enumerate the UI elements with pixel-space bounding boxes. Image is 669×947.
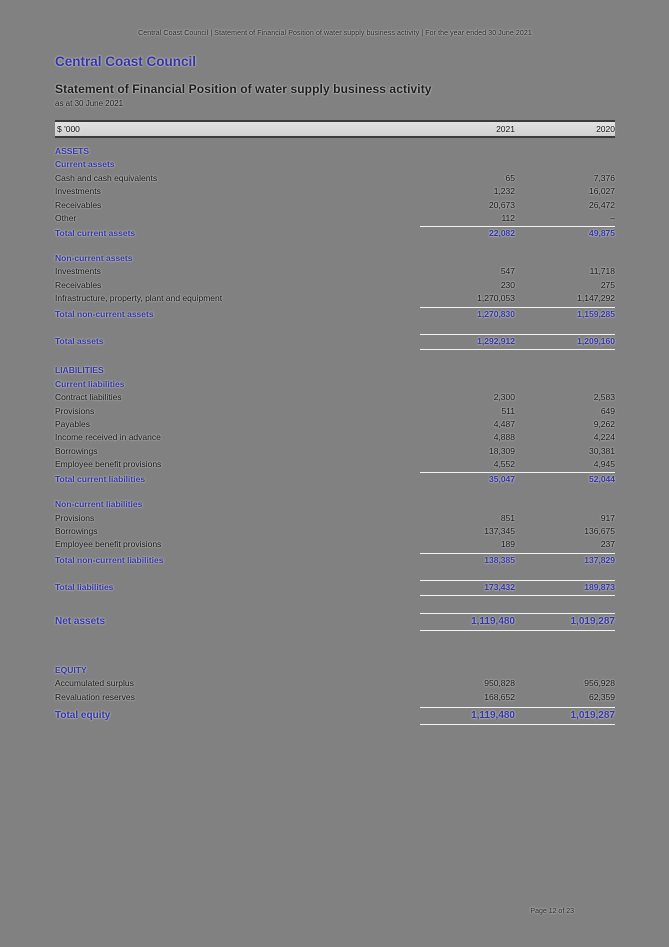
row-label: Infrastructure, property, plant and equipment	[55, 293, 223, 304]
table-row	[55, 704, 615, 728]
value-2020: 1,209,160	[515, 334, 615, 350]
table-row	[55, 458, 615, 471]
table-row	[55, 279, 615, 292]
value-2020: 52,044	[515, 472, 615, 485]
table-row	[55, 252, 615, 265]
value-2021: 168,652	[484, 691, 515, 702]
row-label: Income received in advance	[55, 432, 161, 443]
value-2020: 4,945	[593, 459, 615, 470]
value-2020: 649	[600, 405, 615, 416]
value-2020: 30,381	[589, 445, 615, 456]
value-2021: 547	[500, 266, 515, 277]
row-label: Provisions	[55, 405, 95, 416]
value-2020: 1,019,287	[515, 707, 615, 725]
value-2020: 7,376	[593, 172, 615, 183]
value-2020: 917	[600, 512, 615, 523]
table-row	[55, 498, 615, 511]
row-label: Total liabilities	[55, 582, 114, 593]
value-2021: 22,082	[420, 226, 515, 239]
table-row	[55, 663, 615, 677]
value-2020: 956,928	[584, 678, 615, 689]
value-2021: 4,888	[493, 432, 515, 443]
table-row	[55, 265, 615, 278]
row-label: Total non-current assets	[55, 308, 154, 319]
row-label: Contract liabilities	[55, 392, 122, 403]
column-header-2021: 2021	[496, 124, 515, 134]
value-2020: 237	[600, 539, 615, 550]
table-row	[55, 332, 615, 352]
value-2021: 35,047	[420, 472, 515, 485]
document-header-line: Central Coast Council | Statement of Financial Position of water supply business activity | For the year ended 30 June 2021	[138, 30, 532, 37]
row-label: LIABILITIES	[55, 365, 104, 376]
value-2021: 1,119,480	[420, 613, 515, 631]
table-column-header	[55, 120, 615, 138]
row-label: Revaluation reserves	[55, 691, 135, 702]
table-row	[55, 511, 615, 524]
table-row	[55, 404, 615, 417]
value-2021: 1,232	[493, 186, 515, 197]
table-row	[55, 418, 615, 431]
table-row	[55, 185, 615, 198]
value-2020: 1,147,292	[577, 293, 615, 304]
row-label: Total assets	[55, 336, 104, 347]
row-label: Payables	[55, 418, 90, 429]
value-2020: 137,829	[515, 553, 615, 566]
row-spacer	[55, 634, 615, 663]
value-2020: –	[610, 212, 615, 223]
value-2020: 49,875	[515, 226, 615, 239]
row-label: Total current liabilities	[55, 474, 146, 485]
row-label: Other	[55, 212, 77, 223]
value-2021: 851	[500, 512, 515, 523]
row-label: Receivables	[55, 279, 102, 290]
value-2021: 230	[500, 279, 515, 290]
row-label: Non-current assets	[55, 253, 133, 263]
table-row	[55, 378, 615, 391]
statement-title: Statement of Financial Position of water supply business activity	[55, 82, 432, 96]
value-2021: 137,345	[484, 525, 515, 536]
row-label: Borrowings	[55, 525, 98, 536]
value-2021: 1,270,830	[420, 307, 515, 320]
row-label: Total non-current liabilities	[55, 554, 164, 565]
value-2020: 4,224	[593, 432, 615, 443]
column-header-2020: 2020	[596, 124, 615, 134]
row-spacer	[55, 567, 615, 578]
value-2021: 4,487	[493, 418, 515, 429]
unit-header: $ '000	[57, 124, 80, 134]
table-row	[55, 225, 615, 240]
value-2021: 1,270,053	[477, 293, 515, 304]
row-spacer	[55, 352, 615, 363]
value-2020: 62,359	[589, 691, 615, 702]
value-2021: 18,309	[489, 445, 515, 456]
row-label: Investments	[55, 266, 101, 277]
table-row	[55, 445, 615, 458]
value-2020: 26,472	[589, 199, 615, 210]
value-2020: 1,159,285	[515, 307, 615, 320]
table-row	[55, 144, 615, 158]
value-2020: 2,583	[593, 392, 615, 403]
table-row	[55, 198, 615, 211]
page-number: Page 12 of 23	[530, 908, 574, 915]
value-2020: 189,873	[515, 580, 615, 596]
value-2021: 65	[505, 172, 515, 183]
table-row	[55, 431, 615, 444]
row-label: ASSETS	[55, 146, 90, 156]
value-2021: 189	[500, 539, 515, 550]
table-row	[55, 391, 615, 404]
row-spacer	[55, 598, 615, 609]
table-row	[55, 158, 615, 171]
row-spacer	[55, 240, 615, 251]
table-row	[55, 538, 615, 551]
row-label: Borrowings	[55, 445, 98, 456]
value-2021: 511	[501, 405, 515, 416]
row-label: Employee benefit provisions	[55, 539, 162, 550]
table-row	[55, 552, 615, 567]
value-2020: 9,262	[593, 418, 615, 429]
table-row	[55, 212, 615, 225]
value-2020: 11,718	[589, 266, 615, 277]
value-2020: 1,019,287	[515, 613, 615, 631]
row-label: Net assets	[55, 615, 106, 627]
row-label: Non-current liabilities	[55, 499, 143, 510]
row-label: Total current assets	[55, 228, 136, 239]
table-row	[55, 677, 615, 690]
council-title: Central Coast Council	[55, 54, 197, 69]
table-row	[55, 578, 615, 598]
value-2021: 4,552	[493, 459, 515, 470]
value-2020: 16,027	[589, 186, 615, 197]
row-label: Employee benefit provisions	[55, 459, 162, 470]
table-row	[55, 292, 615, 305]
row-label: Total equity	[55, 709, 111, 721]
row-label: Investments	[55, 186, 101, 197]
table-row	[55, 610, 615, 634]
as-at-date: as at 30 June 2021	[55, 99, 124, 108]
value-2021: 112	[501, 212, 515, 223]
row-label: Provisions	[55, 512, 95, 523]
value-2021: 1,292,912	[420, 334, 515, 350]
table-row	[55, 691, 615, 704]
row-label: EQUITY	[55, 665, 87, 675]
value-2020: 275	[600, 279, 615, 290]
row-label: Accumulated surplus	[55, 678, 134, 689]
table-row	[55, 305, 615, 320]
row-spacer	[55, 321, 615, 332]
table-row	[55, 172, 615, 185]
value-2021: 1,119,480	[420, 707, 515, 725]
row-label: Cash and cash equivalents	[55, 172, 158, 183]
value-2021: 20,673	[489, 199, 515, 210]
value-2021: 950,828	[484, 678, 515, 689]
table-row	[55, 363, 615, 377]
financial-position-table	[55, 144, 615, 728]
row-label: Current liabilities	[55, 378, 125, 389]
value-2020: 136,675	[584, 525, 615, 536]
table-row	[55, 525, 615, 538]
row-label: Receivables	[55, 199, 102, 210]
value-2021: 2,300	[493, 392, 515, 403]
row-label: Current assets	[55, 159, 115, 170]
value-2021: 138,385	[420, 553, 515, 566]
table-row	[55, 471, 615, 486]
value-2021: 173,432	[420, 580, 515, 596]
row-spacer	[55, 487, 615, 498]
